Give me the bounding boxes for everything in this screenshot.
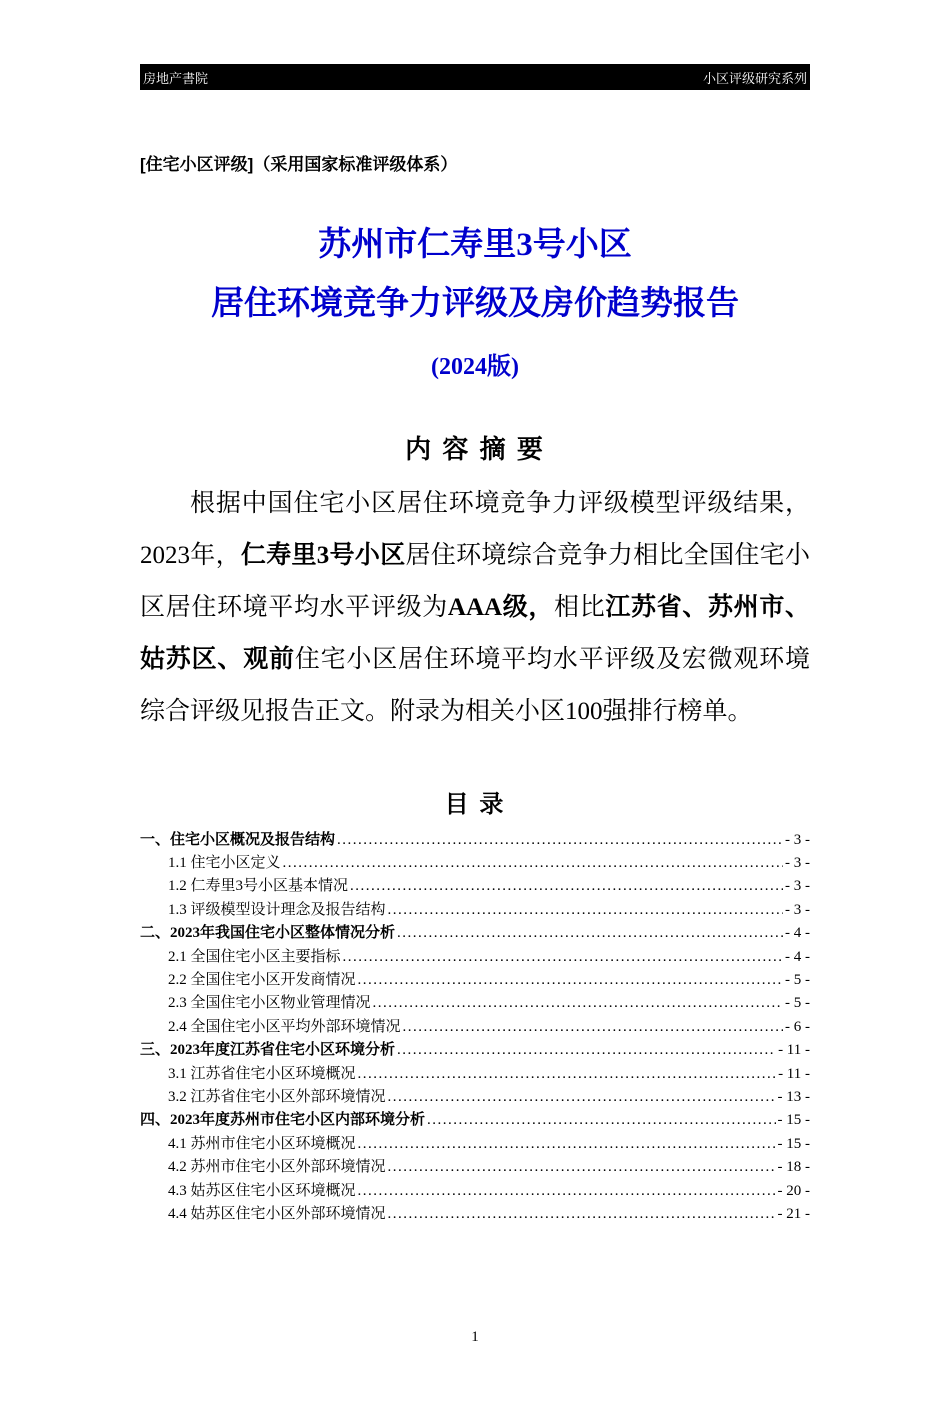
toc-entry-page: - 15 - bbox=[777, 1112, 810, 1129]
summary-heading: 内 容 摘 要 bbox=[405, 433, 545, 464]
toc-entry-page: - 5 - bbox=[785, 995, 810, 1012]
toc-entry[interactable] bbox=[140, 922, 810, 945]
toc-leader-dots bbox=[403, 1016, 783, 1039]
toc-leader-dots bbox=[283, 852, 783, 875]
toc-leader-dots bbox=[397, 922, 783, 945]
toc-leader-dots bbox=[358, 1133, 776, 1156]
toc-entry-page: - 13 - bbox=[777, 1088, 810, 1105]
toc-entry-label: 4.2 苏州市住宅小区外部环境情况 bbox=[168, 1159, 386, 1176]
toc-entry-label: 4.3 姑苏区住宅小区环境概况 bbox=[168, 1182, 356, 1199]
report-title-line2: 居住环境竞争力评级及房价趋势报告 bbox=[211, 286, 739, 323]
toc-entry[interactable] bbox=[140, 1039, 810, 1062]
toc-entry-label: 2.3 全国住宅小区物业管理情况 bbox=[168, 995, 371, 1012]
toc-entry[interactable] bbox=[140, 992, 810, 1015]
toc-entry-page: - 3 - bbox=[785, 878, 810, 895]
toc-entry-label: 1.2 仁寿里3号小区基本情况 bbox=[168, 878, 349, 895]
toc-entry[interactable] bbox=[140, 1133, 810, 1156]
toc-entry-page: - 4 - bbox=[785, 925, 810, 942]
toc-entry-label: 3.2 江苏省住宅小区外部环境情况 bbox=[168, 1088, 386, 1105]
summary-text-segment: 根据中国住宅小区居住环境竞争力评级模型评级结果，2023年， bbox=[140, 489, 810, 569]
toc-leader-dots bbox=[388, 899, 783, 922]
toc-entry-page: - 11 - bbox=[778, 1042, 810, 1059]
toc-entry-label: 三、2023年度江苏省住宅小区环境分析 bbox=[140, 1042, 396, 1059]
toc-entry-page: - 4 - bbox=[785, 948, 810, 965]
summary-text-segment: 居住环境综合竞争力相比全国住宅小区居住环境平均水平评级为 bbox=[140, 541, 810, 621]
toc-entry[interactable] bbox=[140, 1203, 810, 1226]
report-title-line1: 苏州市仁寿里3号小区 bbox=[318, 227, 632, 263]
toc-entry-label: 2.2 全国住宅小区开发商情况 bbox=[168, 971, 356, 988]
toc-leader-dots bbox=[397, 1039, 776, 1062]
toc-entry-page: - 20 - bbox=[777, 1182, 810, 1199]
summary-emphasis-segment: AAA级， bbox=[447, 593, 555, 621]
toc-entry[interactable] bbox=[140, 946, 810, 969]
toc-entry[interactable] bbox=[140, 899, 810, 922]
report-edition: (2024版) bbox=[431, 353, 519, 380]
toc-entry-label: 2.1 全国住宅小区主要指标 bbox=[168, 948, 341, 965]
toc-entry-label: 4.1 苏州市住宅小区环境概况 bbox=[168, 1135, 356, 1152]
header-right-text: 小区评级研究系列 bbox=[702, 70, 807, 86]
toc-leader-dots bbox=[427, 1109, 775, 1132]
summary-text-segment: 住宅小区居住环境平均水平评级及宏微观环境综合评级见报告正文。附录为相关小区100强排行榜单。 bbox=[140, 645, 810, 725]
toc-entry[interactable] bbox=[140, 1156, 810, 1179]
table-of-contents bbox=[140, 829, 810, 1227]
toc-leader-dots bbox=[358, 1063, 777, 1086]
document-header-bar bbox=[140, 64, 810, 90]
toc-leader-dots bbox=[343, 946, 783, 969]
summary-text-segment: 相比 bbox=[554, 593, 606, 621]
toc-entry-label: 四、2023年度苏州市住宅小区内部环境分析 bbox=[140, 1112, 426, 1129]
toc-entry-page: - 11 - bbox=[778, 1065, 810, 1082]
toc-leader-dots bbox=[388, 1086, 776, 1109]
toc-entry-page: - 3 - bbox=[785, 831, 810, 848]
toc-entry-label: 2.4 全国住宅小区平均外部环境情况 bbox=[168, 1018, 401, 1035]
page-number: 1 bbox=[471, 1329, 479, 1345]
toc-entry-label: 1.1 住宅小区定义 bbox=[168, 854, 281, 871]
toc-entry-label: 二、2023年我国住宅小区整体情况分析 bbox=[140, 925, 396, 942]
toc-entry-label: 4.4 姑苏区住宅小区外部环境情况 bbox=[168, 1206, 386, 1222]
toc-entry[interactable] bbox=[140, 969, 810, 992]
toc-entry[interactable] bbox=[140, 1180, 810, 1203]
summary-emphasis-segment: 江苏省、苏州市、姑苏区、观前 bbox=[140, 593, 810, 673]
toc-heading: 目 录 bbox=[444, 790, 506, 818]
toc-leader-dots bbox=[373, 992, 783, 1015]
toc-leader-dots bbox=[337, 829, 783, 852]
toc-leader-dots bbox=[350, 875, 783, 898]
rating-system-line: [住宅小区评级]（采用国家标准评级体系） bbox=[140, 155, 458, 174]
header-left-text: 房地产書院 bbox=[143, 70, 209, 86]
toc-entry[interactable] bbox=[140, 1063, 810, 1086]
toc-entry[interactable] bbox=[140, 829, 810, 852]
toc-entry-label: 1.3 评级模型设计理念及报告结构 bbox=[168, 901, 386, 918]
toc-entry[interactable] bbox=[140, 1109, 810, 1132]
toc-leader-dots bbox=[388, 1156, 776, 1179]
toc-entry-page: - 3 - bbox=[785, 854, 810, 871]
toc-leader-dots bbox=[358, 969, 783, 992]
toc-entry-page: - 3 - bbox=[785, 901, 810, 918]
toc-entry[interactable] bbox=[140, 852, 810, 875]
toc-entry-page: - 6 - bbox=[785, 1018, 810, 1035]
toc-entry-label: 3.1 江苏省住宅小区环境概况 bbox=[168, 1065, 356, 1082]
document-page bbox=[0, 64, 950, 1345]
toc-entry-page: - 18 - bbox=[777, 1159, 810, 1176]
summary-paragraph bbox=[140, 478, 810, 738]
toc-entry-page: - 5 - bbox=[785, 971, 810, 988]
toc-entry[interactable] bbox=[140, 875, 810, 898]
toc-entry-label: 一、住宅小区概况及报告结构 bbox=[140, 831, 336, 848]
summary-emphasis-segment: 仁寿里3号小区 bbox=[240, 541, 406, 569]
toc-leader-dots bbox=[358, 1180, 776, 1203]
toc-entry[interactable] bbox=[140, 1016, 810, 1039]
toc-leader-dots bbox=[388, 1203, 776, 1226]
toc-entry-page: - 21 - bbox=[777, 1206, 810, 1222]
toc-entry-page: - 15 - bbox=[777, 1135, 810, 1152]
toc-entry[interactable] bbox=[140, 1086, 810, 1109]
